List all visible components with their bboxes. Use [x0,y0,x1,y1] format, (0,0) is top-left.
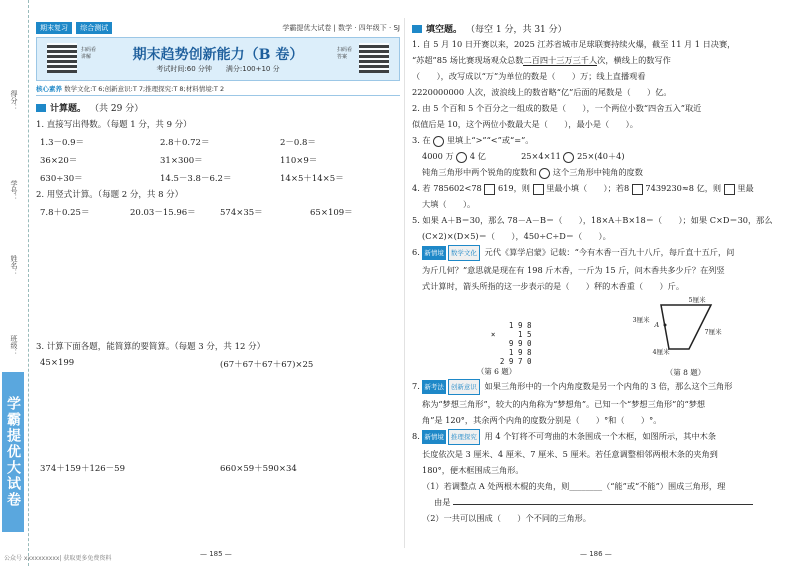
figure-8-caption: （第 8 题） [665,368,706,377]
q1-item: 14.5－3.8－6.2＝ [160,174,232,184]
tag-test: 综合测试 [76,22,112,34]
page-divider [404,18,405,548]
right-page [412,22,790,525]
wooden-frame-diagram [631,297,741,363]
digit-box-icon[interactable] [632,184,643,195]
q3-item: 660×59＋590×34 [220,464,297,474]
digit-box-icon [533,184,544,195]
q1-item: 2－0.8＝ [280,138,316,148]
r-q3-items: 4000 万 4 亿 25×4×11 25×(40＋4) [422,151,625,161]
q1-item: 31×300＝ [160,156,203,166]
tag-new-scenario: 新情境 [422,246,446,260]
r-q7-line-c: 角”是 120°，其余两个内角的度数分别是（ ）°和（ ）°。 [422,415,662,425]
r-q8-line-a: 8. 新情境 推理探究 用 4 个钉将不可弯曲的木条围成一个木框，如图所示，其中木条 [412,429,790,445]
skills-text: 数学文化:T 6;创新意识:T 7;推理探究:T 8;材料情境:T 2 [64,85,225,93]
point-a-label: A [654,321,660,329]
class-label: 班级： [10,335,18,356]
q3-item: 45×199 [40,358,75,368]
figure-6-caption: （第 6 题） [476,367,517,376]
r-q2-line-a: 2. 由 5 个百和 5 个百分之一组成的数是（ ），一个两位小数“四舍五入”取近 [412,103,702,113]
figure-6 [462,321,532,377]
compare-circle-icon [433,136,444,147]
exam-info: 考试时间:60 分钟 满分:100+10 分 [156,65,280,73]
vertical-multiplication: 1 9 8 × 1 5 9 9 0 1 9 8 2 9 7 0 [490,321,532,366]
title-banner [36,37,400,81]
r-q1-line-a: 1. 自 5 月 10 日开赛以来，2025 江苏省城市足球联赛持续火爆，截至 11 月 1 日决赛， [412,39,736,49]
r-q6-line-c: 式计算时，箭头所指的这一步表示的是（ ）秤的木香重（ ）斤。 [422,281,685,291]
section-icon [36,104,46,112]
r-q1-line-b: “苏超”85 场比赛现场观众总数二百四十三万三千人次，横线上的数写作 [412,55,671,65]
r-q8-line-b: 长度依次是 3 厘米、4 厘米、7 厘米、5 厘米。若任意调整相邻两根木条的夹角到 [422,449,718,459]
page-number-right: — 186 — [580,550,612,558]
section-title: 填空题。 [426,25,463,35]
name-label: 姓名： [10,255,18,276]
q3-items-bottom [36,462,400,474]
compare-circle-icon[interactable] [456,152,467,163]
question-2: 2. 用竖式计算。（每题 2 分，共 8 分） [36,190,184,200]
page-number-left: — 185 — [200,550,232,558]
q3-item: 374＋159＋126－59 [40,464,125,474]
qr-caption-right: 扫码看答案 [337,47,353,60]
q1-items [36,136,400,184]
section-2-heading [412,22,790,35]
q2-item: 65×109＝ [310,208,353,218]
section-score: （共 29 分） [90,104,144,114]
tag-new-scenario: 新情境 [422,430,446,444]
r-q5-line-a: 5. 如果 A＋B＝30，那么 78－A－B＝（ ），18×A＋B×18＝（ ）；如果 C×D＝30，那么 [412,215,773,225]
question-1: 1. 直接写出得数。（每题 1 分，共 9 分） [36,120,192,130]
qr-code-right[interactable] [359,43,389,73]
qr-code-left[interactable] [47,43,77,73]
q1-item: 110×9＝ [280,156,318,166]
tag-math-culture: 数学文化 [448,245,480,261]
compare-circle-icon[interactable] [539,168,550,179]
r-q8-sub-1: （1）若调整点 A 处两根木棍的夹角，则________（“能”或“不能”）围成三角形，理 [422,481,726,491]
edition-label: 学霸提优大试卷 | 数学 · 四年级下 · SJ [282,24,400,32]
r-q3-line-c: 钝角三角形中两个锐角的度数和 这个三角形中钝角的度数 [422,167,643,177]
r-q4-line-a: 4. 若 785602<78 619，则 里最小填（ ）；若8 7439230≈8 亿，则 里最 [412,183,754,193]
digit-box-icon[interactable] [484,184,495,195]
binding-strip [0,0,29,566]
question-3: 3. 计算下面各题，能简算的要简算。（每题 3 分，共 12 分） [36,342,266,352]
section-title: 计算题。 [50,104,87,114]
tag-new-method: 新考法 [422,380,446,394]
r-q7-line-b: 称为“梦想三角形”，较大的内角称为“梦想角”。已知一个“梦想三角形”的“梦想 [422,399,706,409]
section-1-heading [36,101,400,114]
tag-review: 期末复习 [36,22,72,34]
r-q1-line-e: 2220000000 人次，波浪线上的数省略“亿”后面的尾数是（ ）亿。 [412,87,672,97]
edge-top-label: 5厘米 [688,296,706,304]
tag-innovation: 创新意识 [448,379,480,395]
core-skills [36,84,400,96]
watermark: 公众号 xxxxxxxxxx| 获取更多免费资料 [4,555,112,562]
section-score: （每空 1 分，共 31 分） [466,25,567,35]
spectator-number: 二百四十三万三千人 [523,55,598,65]
reason-answer-line[interactable] [453,495,753,505]
edge-bottom-label: 4厘米 [652,348,670,356]
q2-item: 20.03－15.96＝ [130,208,196,218]
q3-items-top [36,358,400,370]
r-q4-line-b: 大填（ ）。 [422,199,476,209]
left-page [36,22,400,474]
q3-item: (67＋67＋67＋67)×25 [220,360,314,370]
compare-circle-icon[interactable] [563,152,574,163]
figure-8 [631,297,741,377]
r-q1-line-d: （ ），改写成以“万”为单位的数是（ ）万；线上直播观看 [412,71,646,81]
q1-item: 36×20＝ [40,156,78,166]
q2-item: 574×35＝ [220,208,263,218]
skills-label: 核心素养 [36,85,62,93]
q1-item: 14×5＋14×5＝ [280,174,344,184]
score-label: 得分： [10,90,18,111]
q2-items [36,206,400,218]
r-q6-line-a: 6. 新情境 数学文化 元代《算学启蒙》记载：“今有木香一百九十八斤，每斤直十五斤，问 [412,245,790,261]
tag-reasoning: 推理探究 [448,429,480,445]
q1-item: 1.3－0.9＝ [40,138,85,148]
q1-item: 2.8＋0.72＝ [160,138,210,148]
page-title: 期末趋势创新能力（B 卷） [132,47,304,63]
figures-row [412,297,790,377]
r-q7-line-a: 7. 新考法 创新意识 如果三角形中的一个内角度数是另一个内角的 3 倍，那么这个三角形 [412,379,790,395]
edge-right-label: 7厘米 [704,328,722,336]
qr-caption-left: 扫码看讲解 [81,47,97,60]
page-header [36,22,400,34]
r-q3-line-a: 3. 在 里填上“>”“<”或“=”。 [412,135,534,145]
q2-item: 7.8＋0.25＝ [40,208,90,218]
r-q5-line-b: (C×2)×(D×5)＝（ ），450÷C÷D＝（ ）。 [422,231,611,241]
r-q8-sub-2: （2）一共可以围成（ ）个不同的三角形。 [422,513,591,523]
digit-box-icon [724,184,735,195]
r-q8-sub-1b: 由是 [412,495,790,509]
r-q2-line-b: 似值后是 10，这个两位小数最大是（ ），最小是（ ）。 [412,119,638,129]
brand-vertical: 学霸提优大试卷 [2,372,24,532]
edge-left-label: 3厘米 [632,316,650,324]
student-id-label: 学号： [10,180,18,201]
q1-item: 630÷30＝ [40,174,83,184]
r-q8-line-c: 180°，便木框围成三角形。 [422,465,524,475]
r-q6-line-b: 为斤几何？”意思就是现在有 198 斤木香，一斤为 15 斤，问木香共多少斤？在列竖 [422,265,725,275]
section-icon [412,25,422,33]
